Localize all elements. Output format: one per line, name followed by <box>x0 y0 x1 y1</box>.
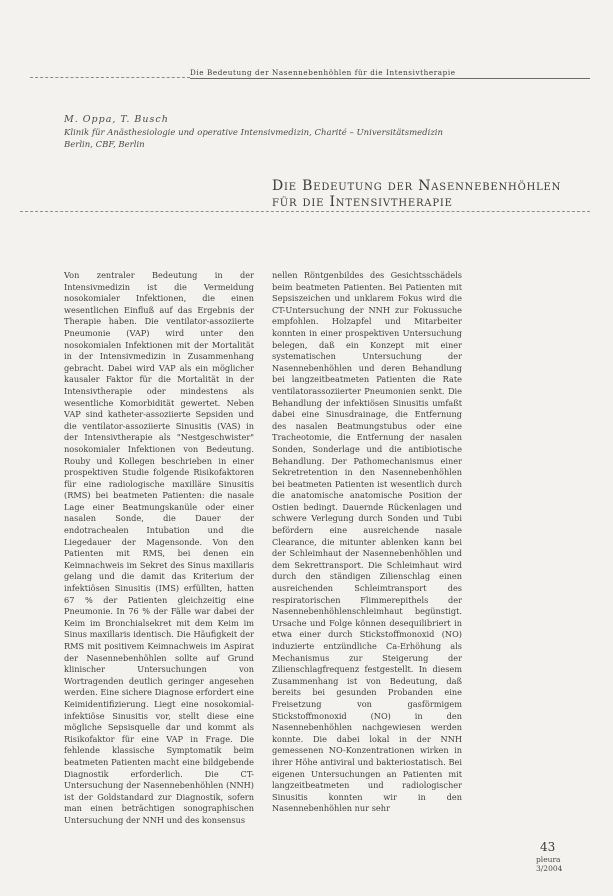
author-block <box>64 114 464 151</box>
author-name: M. Oppa, T. Busch <box>64 114 169 125</box>
journal-info <box>536 855 562 873</box>
title-rule <box>20 211 590 212</box>
author-affiliation: Klinik für Anästhesiologie und operative Intensivmedizin, Charité – Universitätsmedizin Berlin, CBF, Berlin <box>64 128 443 150</box>
body-column-left <box>64 270 254 874</box>
article-title-line-1: Die Bedeutung der Nasennebenhöhlen <box>272 178 562 194</box>
page-number: 43 <box>540 840 556 854</box>
journal-issue: 3/2004 <box>536 864 563 873</box>
header-rule-right <box>190 78 590 79</box>
body-text-left: Von zentraler Bedeutung in der Intensivmedizin ist die Vermeidung nosokomialer Infektionen, die einen wesentlichen Einfluß auf das Ergebnis der Therapie haben. Die ventilator-assoziierte Pneumonie (VAP) wird unter den nosokomialen Infektionen mit der Mortalität in der Intensivmedizin in Zusammenhang gebracht. Dabei wird VAP als ein möglicher kausaler Faktor für die Mortalität in der Intensivtherapie oder mindestens als wesentliche Komorbidität gewertet. Neben VAP sind katheter-assoziierte Sepsiden und die ventilator-assoziierte Sinusitis (VAS) in der Intensivtherapie als "Nestgeschwister" nosokomialer Infektionen von Bedeutung. Rouby und Kollegen beschrieben in einer prospektiven Studie folgende Risikofaktoren für eine radiologische maxilläre Sinusitis (RMS) bei beatmeten Patienten: die nasale Lage einer Beatmungskanüle oder einer nasalen Sonde, die Dauer der endotrachealen Intubation und die Liegedauer der Magensonde. Von den Patienten mit RMS, bei denen ein Keimnachweis im Sekret des Sinus maxillaris gelang und die damit das Kriterium der infektiösen Sinusitis (IMS) erfüllten, hatten 67 % der Patienten gleichzeitig eine Pneumonie. In 76 % der Fälle war dabei der Keim im Bronchialsekret mit dem Keim im Sinus maxillaris identisch. Die Häufigkeit der RMS mit positivem Keimnachweis im Aspirat der Nasennebenhöhlen sollte auf Grund klinischer Untersuchungen von Wortragenden deutlich geringer angesehen werden. Eine sichere Diagnose erfordert eine Keimidentifizierung. Liegt eine nosokomial-infektiöse Sinusitis vor, stellt diese eine mögliche Sepsisquelle dar und kommt als Risikofaktor für eine VAP in Frage. Die fehlende klassische Symptomatik beim beatmeten Patienten macht eine bildgebende Diagnostik erforderlich. Die CT-Untersuchung der Nasennebenhöhlen (NNH) ist der Goldstandard zur Diagnostik, sofern man einen beträchtigen sonographischen Untersuchung der NNH und des konsensus <box>64 270 254 825</box>
journal-name: pleura <box>536 855 561 864</box>
header-rule-left <box>30 77 190 78</box>
article-title-line-2: für die Intensivtherapie <box>272 194 453 210</box>
body-text-right: nellen Röntgenbildes des Gesichtsschädels beim beatmeten Patienten. Bei Patienten mit Sepsiszeichen und unklarem Fokus wird die CT-Untersuchung der NNH zur Fokussuche empfohlen. Holzapfel und Mitarbeiter konnten in einer prospektiven Untersuchung belegen, daß ein Konzept mit einer systematischen Untersuchung der Nasennebenhöhlen und deren Behandlung bei langzeitbeatmeten Patienten die Rate ventilatorassoziierter Pneumonien senkt. Die Behandlung der infektiösen Sinusitis umfaßt dabei eine Sinusdrainage, die Entfernung des nasalen Beatmungstubus oder eine Tracheotomie, die Entfernung der nasalen Sonden, Sonderlage und die antibiotische Behandlung. Der Pathomechanismus einer Sekretretention in den Nasennebenhöhlen bei beatmeten Patienten ist wesentlich durch die anatomische anatomische Position der Ostien bedingt. Dauernde Rückenlagen und schwere Verlegung durch Sonden und Tubi befördern eine ausreichende nasale Clearance, die mitunter ablenken kann bei der Schleimhaut der Nasennebenhöhlen und dem Sekrettransport. Die Schleimhaut wird durch den ständigen Zilienschlag einen ausreichenden Schleimtransport des respiratorischen Flimmerepithels der Nasennebenhöhlenschleimhaut begünstigt. Ursache und Folge können desequilibriert in etwa einer durch Stickstoffmonoxid (NO) induzierte entzündliche Ca-Erhöhung als Mechanismus zur Steigerung der Zilienschlagfrequenz festgestellt. In diesem Zusammenhang ist von Bedeutung, daß bereits bei gesunden Probanden eine Freisetzung von gasförmigem Stickstoffmonoxid (NO) in den Nasennebenhöhlen nachgewiesen werden konnte. Die dabei lokal in der NNH gemessenen NO-Konzentrationen wirken in ihrer Höhe antiviral und bakteriostatisch. Bei eigenen Untersuchungen an Patienten mit langzeitbeatmeten und radiologischer Sinusitis konnten wir in den Nasennebenhöhlen nur sehr <box>272 270 462 814</box>
body-column-right <box>272 270 462 870</box>
running-header: Die Bedeutung der Nasennebenhöhlen für die Intensivtherapie <box>190 68 456 77</box>
article-title <box>272 178 592 210</box>
